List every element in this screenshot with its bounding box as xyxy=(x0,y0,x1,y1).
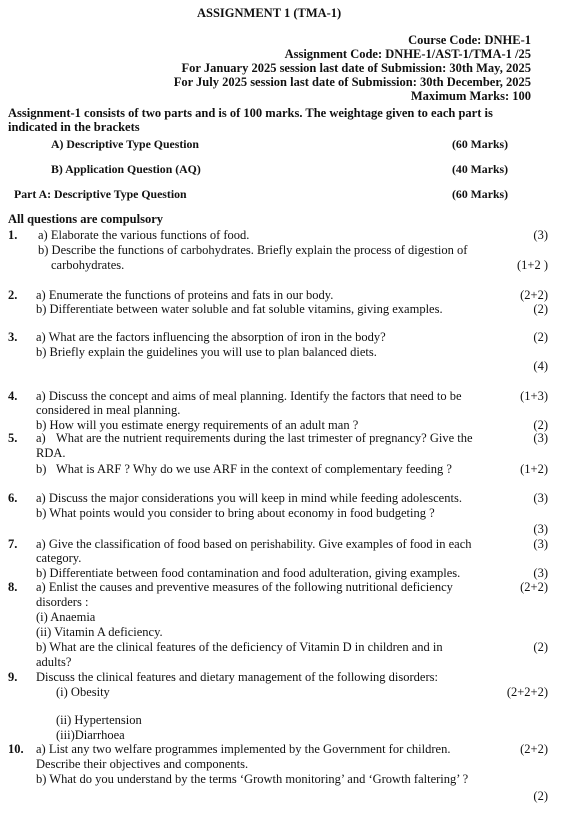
question-text: category. xyxy=(36,551,82,565)
question-text: What are the nutrient requirements during the last trimester of pregnancy? Give the xyxy=(56,431,473,445)
assignment-code: Assignment Code: DNHE-1/AST-1/TMA-1 /25 xyxy=(284,47,531,61)
question-text: a) Enlist the causes and preventive measures of the following nutritional deficiency xyxy=(36,580,453,594)
course-code: Course Code: DNHE-1 xyxy=(408,33,531,47)
question-text: b) Describe the functions of carbohydrates. Briefly explain the process of digestion of xyxy=(38,243,468,257)
question-marks: (1+3) xyxy=(520,389,548,403)
question-number: 1. xyxy=(8,228,18,242)
question-marks: (2) xyxy=(533,789,548,803)
question-number: 10. xyxy=(8,742,24,756)
question-text: (i) Anaemia xyxy=(36,610,96,624)
question-text: (iii)Diarrhoea xyxy=(56,728,125,742)
question-marks: (2+2+2) xyxy=(506,685,548,699)
january-session-deadline: For January 2025 session last date of Submission: 30th May, 2025 xyxy=(181,61,531,75)
maximum-marks: Maximum Marks: 100 xyxy=(410,89,531,103)
question-marks: (3) xyxy=(533,431,548,445)
part-a-label: A) Descriptive Type Question xyxy=(51,137,199,151)
question-text: a) List any two welfare programmes implemented by the Government for children. xyxy=(36,742,451,756)
question-text: disorders : xyxy=(36,595,89,609)
question-number: 8. xyxy=(8,580,18,594)
question-marks: (3) xyxy=(533,491,548,505)
part-a-heading: Part A: Descriptive Type Question xyxy=(14,187,187,201)
question-text: b) What do you understand by the terms ‘Growth monitoring’ and ‘Growth faltering’ ? xyxy=(36,772,469,786)
question-number: 9. xyxy=(8,670,18,684)
question-text: b) What points would you consider to bring about economy in food budgeting ? xyxy=(36,506,435,520)
question-sub-label: a) xyxy=(36,431,46,445)
part-b-label: B) Application Question (AQ) xyxy=(51,162,201,176)
question-marks: (3) xyxy=(533,566,548,580)
question-text: adults? xyxy=(36,655,72,669)
question-marks: (3) xyxy=(533,522,548,536)
question-marks: (2) xyxy=(533,418,548,432)
question-text: b) What are the clinical features of the deficiency of Vitamin D in children and in xyxy=(36,640,443,654)
question-number: 5. xyxy=(8,431,18,445)
part-a-heading-marks: (60 Marks) xyxy=(452,187,509,201)
question-text: a) Give the classification of food based on perishability. Give examples of food in each xyxy=(36,537,472,551)
question-marks: (3) xyxy=(533,537,548,551)
intro-line-2: indicated in the brackets xyxy=(8,120,140,134)
question-number: 2. xyxy=(8,288,18,302)
question-number: 3. xyxy=(8,330,18,344)
part-b-marks: (40 Marks) xyxy=(452,162,509,176)
july-session-deadline: For July 2025 session last date of Submission: 30th December, 2025 xyxy=(173,75,531,89)
intro-line-1: Assignment-1 consists of two parts and is of 100 marks. The weightage given to each part is xyxy=(8,106,493,120)
question-text: b) Differentiate between water soluble and fat soluble vitamins, giving examples. xyxy=(36,302,443,316)
question-marks: (2) xyxy=(533,330,548,344)
question-text: a) Discuss the concept and aims of meal planning. Identify the factors that need to be xyxy=(36,389,462,403)
question-number: 7. xyxy=(8,537,18,551)
question-marks: (2+2) xyxy=(520,580,548,594)
question-marks: (1+2) xyxy=(520,462,548,476)
question-text: RDA. xyxy=(36,446,66,460)
question-text: a) What are the factors influencing the absorption of iron in the body? xyxy=(36,330,386,344)
question-text: a) Enumerate the functions of proteins and fats in our body. xyxy=(36,288,334,302)
question-marks: (2+2) xyxy=(520,288,548,302)
question-marks: (3) xyxy=(533,228,548,242)
question-marks: (2) xyxy=(533,640,548,654)
question-text: (ii) Vitamin A deficiency. xyxy=(36,625,163,639)
question-text: b) Briefly explain the guidelines you will use to plan balanced diets. xyxy=(36,345,377,359)
question-text: (i) Obesity xyxy=(56,685,110,699)
question-marks: (1+2 ) xyxy=(517,258,548,272)
question-text: b) How will you estimate energy requirements of an adult man ? xyxy=(36,418,359,432)
page-title: ASSIGNMENT 1 (TMA-1) xyxy=(197,6,342,20)
question-text: considered in meal planning. xyxy=(36,403,181,417)
question-text: b) Differentiate between food contamination and food adulteration, giving examples. xyxy=(36,566,461,580)
question-number: 6. xyxy=(8,491,18,505)
question-sub-label: b) xyxy=(36,462,47,476)
compulsory-note: All questions are compulsory xyxy=(8,212,163,226)
question-text: a) Discuss the major considerations you will keep in mind while feeding adolescents. xyxy=(36,491,462,505)
part-a-marks: (60 Marks) xyxy=(452,137,509,151)
question-text: (ii) Hypertension xyxy=(56,713,142,727)
question-marks: (4) xyxy=(533,359,548,373)
question-marks: (2+2) xyxy=(520,742,548,756)
question-text: a) Elaborate the various functions of food. xyxy=(38,228,250,242)
question-text: Discuss the clinical features and dietary management of the following disorders: xyxy=(36,670,438,684)
question-text: carbohydrates. xyxy=(51,258,125,272)
question-text: What is ARF ? Why do we use ARF in the context of complementary feeding ? xyxy=(56,462,452,476)
question-marks: (2) xyxy=(533,302,548,316)
question-number: 4. xyxy=(8,389,18,403)
question-text: Describe their objectives and components. xyxy=(36,757,249,771)
